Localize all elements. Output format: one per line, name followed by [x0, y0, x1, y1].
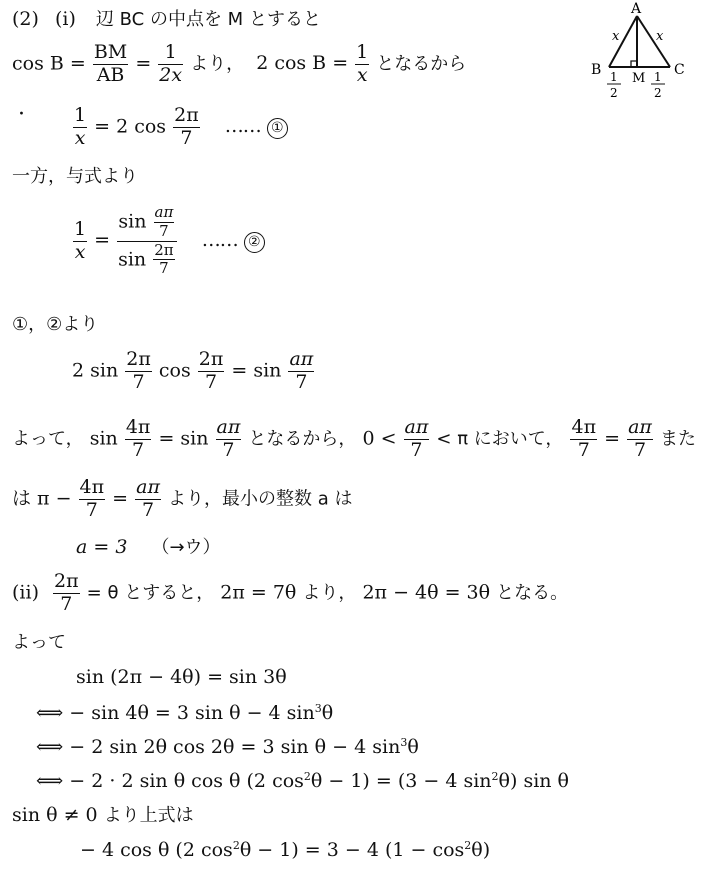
frac-den	[117, 242, 177, 278]
line4-part-b: θ − 1) = (3 − 4 sin	[310, 770, 492, 792]
final-part-a: − 4 cos θ (2 cos	[80, 839, 233, 861]
derivation-line-1: sin (2π − 4θ) = sin 3θ	[76, 666, 287, 688]
line4-part-c: θ) sin θ	[498, 770, 569, 792]
frac-den: 7	[205, 370, 218, 393]
yotte-line	[12, 418, 696, 461]
half-num-left: 1	[610, 70, 618, 84]
exponent: 3	[314, 702, 322, 715]
frac-sin-over-sin	[117, 205, 177, 277]
mata-text: また	[659, 428, 696, 450]
frac-den: 7	[142, 498, 155, 521]
eq-sin: = sin	[158, 427, 209, 450]
frac-1-x	[355, 43, 369, 86]
frac-num: BM	[93, 41, 128, 63]
label-side-x-right: x	[656, 29, 664, 44]
to-naru-kara-text: となるから，	[248, 428, 357, 450]
frac-den: 7	[410, 438, 423, 461]
derivation-line-2	[36, 703, 333, 723]
frac-num: 4π	[79, 476, 105, 498]
nonzero-tail: より上式は	[103, 805, 194, 826]
frac-2pi-7	[53, 572, 80, 615]
equation-2: $\frac{1}{x}$ = sin $\frac{a\pi}{7}$ sin $\frac{2\pi}{7}$ …… ②	[72, 205, 265, 277]
iff-symbol: ⟺	[36, 702, 64, 724]
eq-sin: = sin	[231, 359, 282, 382]
frac-1-x	[73, 217, 87, 263]
stray-dot: ·	[18, 102, 25, 127]
yotte-text: よって，	[12, 428, 84, 450]
frac-den: 7	[60, 592, 73, 615]
half-den-right: 2	[654, 86, 662, 100]
two-sin: 2 sin	[72, 359, 119, 382]
exponent: 2	[491, 770, 499, 783]
frac-api-7	[627, 418, 653, 461]
answer-value: a = 3	[76, 536, 128, 558]
label-c: C	[674, 62, 685, 78]
frac-den: 7	[180, 126, 193, 149]
header-line	[12, 10, 321, 29]
final-part-b: θ − 1) = 3 − 4 (1 − cos	[239, 839, 465, 861]
frac-den: 7	[132, 370, 145, 393]
frac-api-7	[216, 418, 242, 461]
from-12-line: ①，②より	[12, 314, 99, 335]
half-num-right: 1	[654, 70, 662, 84]
sin-label: sin	[118, 210, 147, 233]
exponent: 3	[400, 736, 408, 749]
frac-num	[117, 205, 177, 242]
ippou-line: 一方，与式より	[12, 166, 138, 187]
pi-line	[12, 478, 353, 521]
label-a: A	[631, 1, 642, 17]
frac-api-7	[154, 205, 175, 240]
zero-lt: 0 <	[362, 427, 397, 450]
frac-1-2x	[158, 43, 183, 86]
frac-den: AB	[96, 63, 125, 86]
sin-label: sin	[89, 427, 118, 450]
frac-api-7	[404, 418, 430, 461]
eq1-dots: ……	[224, 115, 261, 138]
label-side-x-left: x	[612, 29, 620, 44]
part-label: (2)	[12, 8, 39, 30]
frac-2pi-7	[198, 350, 225, 393]
side-ac	[637, 16, 670, 67]
frac-num: aπ	[154, 203, 174, 221]
frac-num: 4π	[571, 416, 597, 438]
frac-num: 1	[74, 217, 87, 240]
derivation-line-4	[36, 771, 569, 791]
frac-api-7	[288, 350, 314, 393]
iff-symbol: ⟺	[36, 770, 64, 792]
line2-tail: θ	[321, 702, 334, 724]
frac-den: 7	[85, 498, 98, 521]
frac-num: 2π	[54, 570, 79, 592]
frac-num: 2π	[198, 348, 224, 370]
frac-num: 2π	[154, 240, 174, 259]
eq2-mark: ②	[244, 232, 265, 253]
relation-2: 2π − 4θ = 3θ	[362, 581, 491, 604]
yori-text: より，	[190, 53, 245, 75]
line2-text: − sin 4θ = 3 sin θ − 4 sin	[69, 702, 315, 724]
frac-num: 1	[356, 41, 369, 63]
two-cos-b: 2 cos B =	[256, 52, 349, 75]
pi-line-tail: より，最小の整数 a は	[168, 488, 353, 510]
exponent: 2	[232, 839, 240, 852]
eq2-dots: ……	[201, 229, 238, 251]
exponent: 2	[303, 770, 311, 783]
frac-api-7	[135, 478, 161, 521]
part-ii-line	[12, 572, 568, 615]
nonzero-line	[12, 806, 194, 825]
label-m: M	[632, 71, 646, 86]
eq-sign: =	[604, 427, 621, 450]
frac-den: 2x	[159, 63, 183, 86]
part-ii-label: (ii)	[12, 581, 39, 604]
sin-label: sin	[118, 247, 147, 270]
sub-label: (i)	[54, 8, 76, 30]
ha-pi-text: は π −	[12, 487, 72, 510]
lt-pi-text: < π において，	[436, 428, 564, 450]
frac-2pi-7	[125, 350, 152, 393]
cos-b-prefix: cos B =	[12, 52, 86, 75]
frac-num: 1	[158, 43, 183, 65]
cos-b-line: cos B = $\frac{BM}{AB}$ = $\frac{1}{2x}$ より， 2 cos B = $\frac{1}{x}$ となるから	[12, 41, 467, 86]
final-part-c: θ)	[471, 839, 491, 861]
iff-symbol: ⟺	[36, 736, 64, 758]
frac-num: aπ	[136, 476, 160, 498]
line3-text: − 2 sin 2θ cos 2θ = 3 sin θ − 4 sin	[69, 736, 401, 758]
frac-bm-ab	[93, 43, 128, 86]
frac-2pi-7	[173, 106, 200, 149]
equation-1	[72, 106, 288, 149]
answer-arrow: （→ウ）	[151, 537, 221, 558]
frac-den: 7	[633, 438, 647, 461]
cos-label: cos	[158, 359, 191, 382]
answer-line	[76, 538, 221, 557]
nonzero-cond: sin θ ≠ 0	[12, 804, 98, 826]
frac-2pi-7	[153, 240, 174, 278]
frac-4pi-7	[125, 418, 152, 461]
derivation-line-3	[36, 737, 419, 757]
yori-text: より，	[302, 582, 357, 604]
final-equation	[80, 840, 490, 860]
frac-num: 4π	[125, 416, 151, 438]
frac-den: x	[74, 240, 86, 263]
frac-den: 7	[159, 259, 169, 278]
naru-text: となる。	[496, 582, 569, 604]
frac-den: x	[356, 63, 368, 86]
line3-tail: θ	[407, 736, 419, 758]
half-den-left: 2	[610, 86, 618, 100]
frac-num: 1	[74, 104, 87, 126]
frac-den: 7	[222, 438, 235, 461]
eq-theta-text: = θ とすると，	[86, 582, 215, 604]
frac-den: 7	[295, 370, 308, 393]
exponent: 2	[464, 839, 472, 852]
frac-num: aπ	[628, 416, 652, 438]
frac-4pi-7	[570, 418, 597, 461]
relation-1: 2π = 7θ	[220, 581, 297, 604]
to-naru-kara-text: となるから	[376, 53, 467, 75]
frac-den: x	[74, 126, 86, 149]
label-b: B	[591, 62, 602, 78]
line4-part-a: − 2 · 2 sin θ cos θ (2 cos	[69, 770, 304, 792]
frac-num: aπ	[289, 348, 314, 370]
eq1-mark: ①	[267, 118, 288, 139]
triangle-figure	[585, 0, 695, 110]
eq-sign: =	[112, 487, 129, 510]
equation-3	[72, 350, 315, 393]
frac-4pi-7	[79, 478, 106, 521]
frac-num: aπ	[404, 416, 429, 438]
frac-num: 2π	[126, 348, 151, 370]
eq1-rhs: = 2 cos	[94, 115, 167, 138]
frac-den: 7	[159, 221, 169, 240]
frac-den: 7	[577, 438, 590, 461]
frac-num: aπ	[216, 416, 241, 438]
frac-1-x	[73, 106, 87, 149]
frac-num: 2π	[174, 104, 199, 126]
frac-den: 7	[132, 438, 145, 461]
yotte2-line: よって	[12, 632, 66, 653]
intro-text: 辺 BC の中点を M とすると	[95, 9, 321, 30]
